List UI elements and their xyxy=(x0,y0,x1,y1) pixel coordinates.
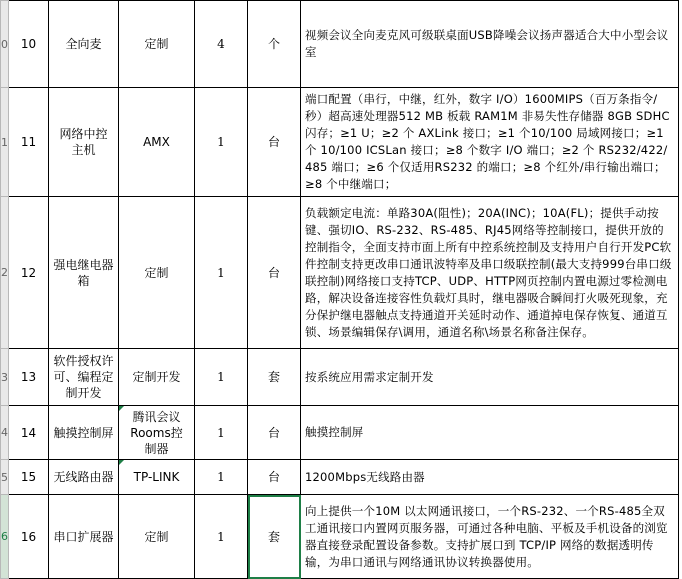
item-number-cell[interactable]: 16 xyxy=(9,495,49,579)
row-header[interactable]: 6 xyxy=(1,495,9,579)
description-cell[interactable]: 向上提供一个10M 以太网通讯接口，一个RS-232、一个RS-485全双工通讯接口内置网页服务器，可通过各种电脑、平板及手机设备的浏览器直接登录配置设备参数。支持扩展口到 TCP/IP 网络的数据透明传输，为串口通讯与网络通讯协议转换器使用。 xyxy=(301,495,679,579)
table-row xyxy=(1,460,679,495)
item-name-cell[interactable]: 强电继电器箱 xyxy=(49,197,119,349)
unit-cell[interactable]: 套 xyxy=(248,349,301,406)
row-header[interactable]: 3 xyxy=(1,349,9,406)
row-header[interactable]: 4 xyxy=(1,406,9,460)
item-number-cell[interactable]: 14 xyxy=(9,406,49,460)
item-name-cell[interactable]: 网络中控主机 xyxy=(49,88,119,197)
row-header[interactable]: 1 xyxy=(1,88,9,197)
item-number-cell[interactable]: 13 xyxy=(9,349,49,406)
item-name-cell[interactable]: 软件授权许可、编程定制开发 xyxy=(49,349,119,406)
item-number-cell[interactable]: 11 xyxy=(9,88,49,197)
quantity-cell[interactable]: 1 xyxy=(195,349,248,406)
table-row xyxy=(1,1,679,88)
unit-cell-selected[interactable]: 套 xyxy=(248,495,301,579)
brand-cell[interactable]: 定制 xyxy=(119,197,195,349)
quantity-cell[interactable]: 1 xyxy=(195,406,248,460)
unit-cell[interactable]: 台 xyxy=(248,406,301,460)
item-name-cell[interactable]: 串口扩展器 xyxy=(49,495,119,579)
description-cell[interactable]: 端口配置（串行，中继，红外，数字 I/O）1600MIPS（百万条指令/秒）超高速处理器512 MB 板载 RAM1M 非易失性存储器 8GB SDHC 闪存；≥1 U；≥2 个 AXLink 接口；≥1 个10/100 局域网接口；≥1 个 10/100 ICSLan 接口；≥8 个数字 I/O 端口；≥2 个 RS232/422/485 端口；≥6 个仅适用RS232 的端口；≥8 个红外/串行输出端口；≥8 个中继端口； xyxy=(301,88,679,197)
quantity-cell[interactable]: 4 xyxy=(195,1,248,88)
row-header[interactable]: 0 xyxy=(1,1,9,88)
brand-cell[interactable]: AMX xyxy=(119,88,195,197)
description-cell[interactable]: 视频会议全向麦克风可级联桌面USB降噪会议扬声器适合大中小型会议室 xyxy=(301,1,679,88)
description-cell[interactable]: 负载额定电流：单路30A(阻性)；20A(INC)；10A(FL)；提供手动按键、强切IO、RS-232、RS-485、RJ45网络等控制接口，提供开放的控制指令，全面支持市面上所有中控系统控制及支持用户自行开发PC软件控制支持更改串口通讯波特率及串口级联控制(最大支持999台串口级联控制)网络接口支持TCP、UDP、HTTP网页控制内置电源过零检测电路，解决设备连接容性负载灯具时，继电器吸合瞬间打火吸死现象，充分保护继电器触点支持通道开关延时动作、通道掉电保存恢复、通道互锁、场景编辑保存\调用，通道名称\场景名称备注保存。 xyxy=(301,197,679,349)
item-number-cell[interactable]: 12 xyxy=(9,197,49,349)
quantity-cell[interactable]: 1 xyxy=(195,88,248,197)
table-row xyxy=(1,197,679,349)
item-name-cell[interactable]: 全向麦 xyxy=(49,1,119,88)
quantity-cell[interactable]: 1 xyxy=(195,495,248,579)
unit-cell[interactable]: 台 xyxy=(248,88,301,197)
brand-cell[interactable]: TP-LINK xyxy=(119,460,195,495)
row-header[interactable]: 5 xyxy=(1,460,9,495)
quantity-cell[interactable]: 1 xyxy=(195,197,248,349)
description-cell[interactable]: 按系统应用需求定制开发 xyxy=(301,349,679,406)
item-name-cell[interactable]: 触摸控制屏 xyxy=(49,406,119,460)
brand-cell[interactable]: 腾讯会议Rooms控制器 xyxy=(119,406,195,460)
table-row xyxy=(1,406,679,460)
brand-cell[interactable]: 定制 xyxy=(119,1,195,88)
description-cell[interactable]: 1200Mbps无线路由器 xyxy=(301,460,679,495)
description-cell[interactable]: 触摸控制屏 xyxy=(301,406,679,460)
brand-cell[interactable]: 定制开发 xyxy=(119,349,195,406)
brand-cell[interactable]: 定制 xyxy=(119,495,195,579)
unit-cell[interactable]: 个 xyxy=(248,1,301,88)
item-name-cell[interactable]: 无线路由器 xyxy=(49,460,119,495)
item-number-cell[interactable]: 10 xyxy=(9,1,49,88)
row-header[interactable]: 2 xyxy=(1,197,9,349)
table-row xyxy=(1,88,679,197)
unit-cell[interactable]: 台 xyxy=(248,197,301,349)
table-row xyxy=(1,495,679,579)
table-row xyxy=(1,349,679,406)
unit-cell[interactable]: 台 xyxy=(248,460,301,495)
item-number-cell[interactable]: 15 xyxy=(9,460,49,495)
quantity-cell[interactable]: 1 xyxy=(195,460,248,495)
